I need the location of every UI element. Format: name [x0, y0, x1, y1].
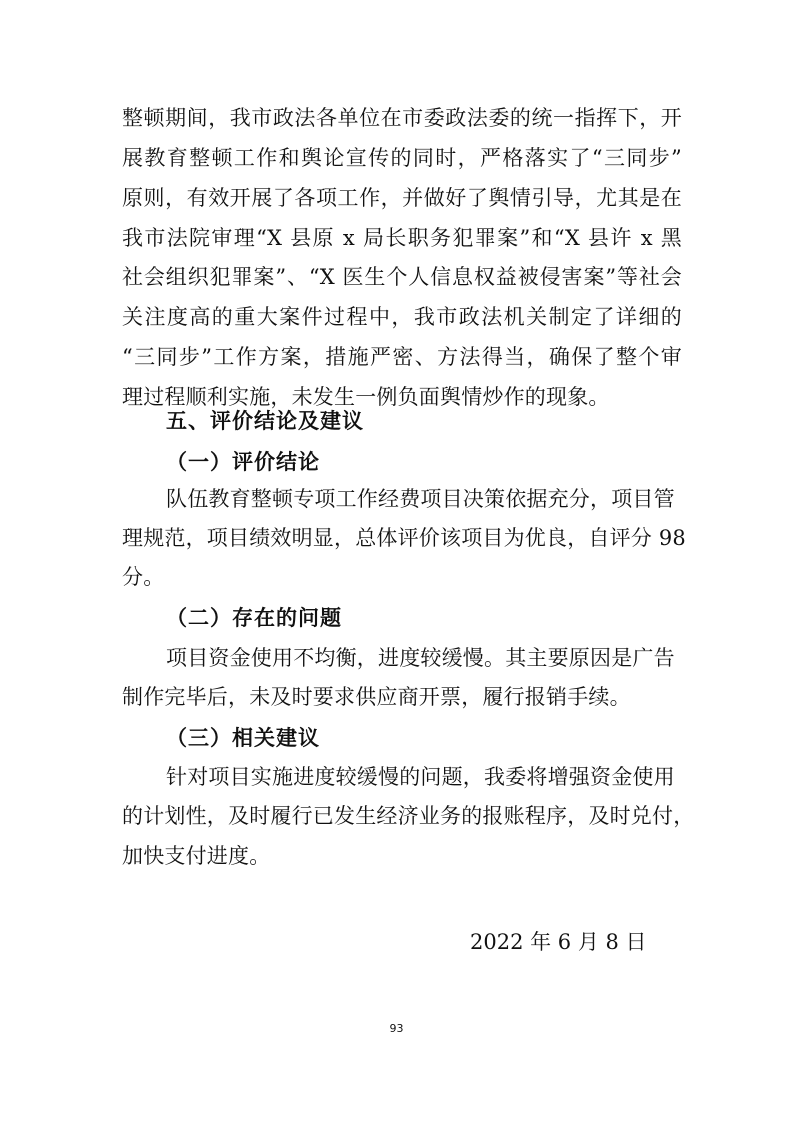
paragraph-line: 社会组织犯罪案”、“X 医生个人信息权益被侵害案”等社会 — [122, 265, 682, 289]
document-date: 2022 年 6 月 8 日 — [470, 930, 647, 954]
paragraph-line: 关注度高的重大案件过程中，我市政法机关制定了详细的 — [122, 305, 682, 329]
page-number: 93 — [389, 1022, 404, 1035]
paragraph-line: 的计划性，及时履行已发生经济业务的报账程序，及时兑付， — [122, 804, 695, 828]
subsection-heading: （一）评价结论 — [166, 450, 320, 474]
paragraph-line: 理过程顺利实施，未发生一例负面舆情炒作的现象。 — [122, 385, 610, 409]
paragraph-line: 我市法院审理“X 县原 x 局长职务犯罪案”和“X 县许 x 黑 — [122, 226, 682, 250]
paragraph-line: 加快支付进度。 — [122, 844, 271, 868]
section-heading: 五、评价结论及建议 — [166, 409, 364, 433]
paragraph-line: 整顿期间，我市政法各单位在市委政法委的统一指挥下，开 — [122, 106, 682, 130]
paragraph-line: 项目资金使用不均衡，进度较缓慢。其主要原因是广告 — [166, 646, 675, 670]
paragraph-line: 针对项目实施进度较缓慢的问题，我委将增强资金使用 — [166, 765, 675, 789]
paragraph-line: “三同步”工作方案，措施严密、方法得当，确保了整个审 — [122, 345, 682, 369]
paragraph-line: 队伍教育整顿专项工作经费项目决策依据充分，项目管 — [166, 487, 675, 511]
paragraph-line: 分。 — [122, 565, 165, 589]
paragraph-line: 展教育整顿工作和舆论宣传的同时，严格落实了“三同步” — [122, 146, 682, 170]
subsection-heading: （二）存在的问题 — [166, 606, 342, 630]
paragraph-line: 原则，有效开展了各项工作，并做好了舆情引导，尤其是在 — [122, 186, 682, 210]
subsection-heading: （三）相关建议 — [166, 726, 320, 750]
paragraph-line: 制作完毕后，未及时要求供应商开票，履行报销手续。 — [122, 685, 631, 709]
paragraph-line: 理规范，项目绩效明显，总体评价该项目为优良，自评分 98 — [122, 526, 686, 550]
